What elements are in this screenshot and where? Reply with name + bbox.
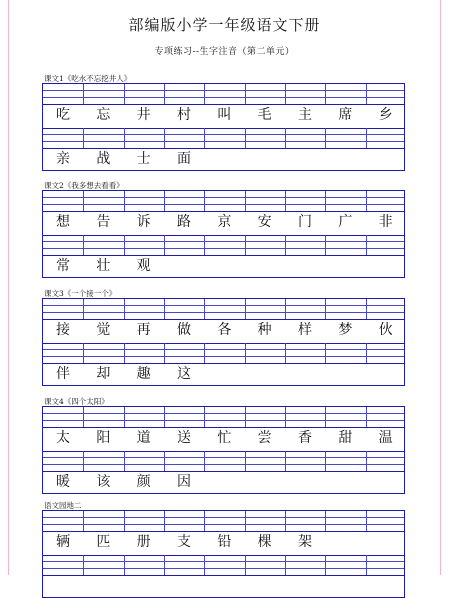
vocab-character: 样	[298, 322, 312, 338]
grid-column-line	[245, 555, 246, 575]
grid-column-line	[325, 407, 326, 427]
vocab-character: 铅	[217, 534, 232, 550]
vocab-character: 毛	[257, 107, 272, 123]
vocab-character: 趣	[136, 366, 151, 382]
grid-column-line	[366, 84, 367, 104]
vocab-character: 席	[338, 107, 353, 123]
grid-column-line	[366, 299, 367, 319]
vocab-character: 门	[298, 214, 312, 230]
grid-line	[43, 97, 404, 98]
grid-column-line	[164, 343, 165, 363]
vocab-character: 架	[298, 534, 312, 550]
grid-line	[43, 134, 404, 135]
vocab-character: 册	[136, 534, 151, 550]
vocab-character: 安	[257, 214, 272, 230]
grid-column-line	[325, 451, 326, 471]
grid-column-line	[83, 84, 84, 104]
grid-column-line	[285, 511, 286, 531]
vocab-character: 接	[56, 322, 70, 338]
vocab-character: 颜	[136, 474, 151, 490]
grid-column-line	[164, 451, 165, 471]
lesson-label: 语文园地二	[44, 501, 82, 510]
grid-column-line	[366, 555, 367, 575]
character-row	[43, 428, 404, 449]
lesson-label: 课文1《吃水不忘挖井人》	[44, 74, 132, 83]
page-subtitle: 专项练习--生字注音（第二单元）	[154, 47, 295, 57]
character-row	[43, 472, 404, 493]
character-row	[43, 105, 404, 126]
vocab-character: 支	[177, 534, 191, 550]
vocab-character: 再	[136, 322, 151, 338]
grid-column-line	[83, 451, 84, 471]
grid-column-line	[124, 451, 125, 471]
grid-line	[43, 343, 404, 344]
grid-line	[43, 141, 404, 142]
grid-line	[43, 312, 404, 313]
grid-column-line	[245, 191, 246, 211]
vocab-character: 伙	[378, 322, 393, 338]
grid-column-line	[285, 343, 286, 363]
grid-column-line	[83, 128, 84, 148]
writing-grid	[42, 510, 405, 598]
character-row	[43, 212, 404, 233]
vocab-character: 主	[298, 107, 312, 123]
grid-column-line	[245, 343, 246, 363]
vocab-character: 忙	[217, 430, 232, 446]
grid-column-line	[83, 511, 84, 531]
right-margin-line	[440, 0, 441, 575]
grid-line	[43, 128, 404, 129]
grid-line	[43, 420, 404, 421]
grid-column-line	[366, 235, 367, 255]
grid-column-line	[366, 128, 367, 148]
vocab-character: 诉	[136, 214, 151, 230]
character-row	[43, 532, 404, 553]
grid-column-line	[325, 511, 326, 531]
grid-column-line	[366, 511, 367, 531]
grid-column-line	[204, 511, 205, 531]
grid-column-line	[366, 407, 367, 427]
grid-line	[43, 241, 404, 242]
vocab-character: 道	[136, 430, 151, 446]
grid-column-line	[325, 191, 326, 211]
grid-column-line	[204, 235, 205, 255]
vocab-character: 叫	[217, 107, 232, 123]
vocab-character: 匹	[96, 534, 111, 550]
writing-grid	[42, 83, 405, 171]
grid-column-line	[245, 84, 246, 104]
grid-column-line	[164, 407, 165, 427]
grid-column-line	[204, 451, 205, 471]
grid-line	[43, 413, 404, 414]
writing-grid	[42, 406, 405, 494]
grid-column-line	[245, 407, 246, 427]
grid-column-line	[164, 235, 165, 255]
vocab-character: 梦	[338, 322, 353, 338]
grid-column-line	[325, 343, 326, 363]
grid-column-line	[124, 191, 125, 211]
vocab-character: 香	[298, 430, 312, 446]
character-row	[43, 364, 404, 385]
grid-line	[43, 197, 404, 198]
grid-column-line	[124, 235, 125, 255]
grid-column-line	[285, 451, 286, 471]
vocab-character: 却	[96, 366, 111, 382]
vocab-character: 阳	[96, 430, 111, 446]
vocab-character: 各	[217, 322, 232, 338]
grid-column-line	[164, 84, 165, 104]
grid-column-line	[204, 299, 205, 319]
grid-column-line	[325, 128, 326, 148]
vocab-character: 甜	[338, 430, 353, 446]
grid-line	[43, 204, 404, 205]
grid-column-line	[245, 299, 246, 319]
vocab-character: 常	[56, 258, 70, 274]
vocab-character: 伴	[56, 366, 70, 382]
grid-column-line	[124, 84, 125, 104]
grid-column-line	[164, 555, 165, 575]
grid-line	[43, 235, 404, 236]
vocab-character: 士	[136, 151, 151, 167]
grid-column-line	[366, 343, 367, 363]
vocab-character: 种	[257, 322, 272, 338]
vocab-character: 尝	[257, 430, 272, 446]
vocab-character: 忘	[96, 107, 111, 123]
vocab-character: 太	[56, 430, 70, 446]
grid-line	[43, 349, 404, 350]
vocab-character: 温	[378, 430, 393, 446]
grid-column-line	[325, 555, 326, 575]
grid-line	[43, 451, 404, 452]
vocab-character: 吃	[56, 107, 70, 123]
grid-column-line	[204, 191, 205, 211]
grid-column-line	[164, 191, 165, 211]
grid-column-line	[83, 343, 84, 363]
grid-column-line	[366, 451, 367, 471]
grid-column-line	[83, 555, 84, 575]
grid-column-line	[245, 235, 246, 255]
grid-column-line	[285, 299, 286, 319]
grid-column-line	[245, 451, 246, 471]
vocab-character: 井	[136, 107, 151, 123]
grid-column-line	[285, 128, 286, 148]
character-row	[43, 320, 404, 341]
grid-column-line	[124, 299, 125, 319]
grid-column-line	[124, 128, 125, 148]
grid-column-line	[204, 407, 205, 427]
vocab-character: 观	[136, 258, 151, 274]
grid-line	[43, 90, 404, 91]
vocab-character: 棵	[257, 534, 272, 550]
grid-column-line	[366, 191, 367, 211]
vocab-character: 面	[177, 151, 191, 167]
lesson-label: 课文2《我多想去看看》	[44, 181, 124, 190]
writing-grid	[42, 190, 405, 278]
grid-column-line	[285, 84, 286, 104]
left-margin-line	[8, 0, 9, 575]
grid-column-line	[285, 407, 286, 427]
grid-column-line	[83, 407, 84, 427]
grid-line	[43, 568, 404, 569]
vocab-character: 觉	[96, 322, 111, 338]
vocab-character: 做	[177, 322, 191, 338]
grid-line	[43, 356, 404, 357]
grid-line	[43, 561, 404, 562]
grid-column-line	[325, 235, 326, 255]
page-title: 部编版小学一年级语文下册	[128, 16, 321, 34]
vocab-character: 广	[338, 214, 353, 230]
grid-column-line	[245, 511, 246, 531]
character-row	[43, 256, 404, 277]
grid-column-line	[325, 84, 326, 104]
vocab-character: 乡	[378, 107, 393, 123]
vocab-character: 壮	[96, 258, 111, 274]
grid-column-line	[83, 299, 84, 319]
grid-column-line	[204, 555, 205, 575]
vocab-character: 路	[177, 214, 191, 230]
grid-column-line	[204, 128, 205, 148]
vocab-character: 京	[217, 214, 232, 230]
grid-line	[43, 248, 404, 249]
vocab-character: 暖	[56, 474, 70, 490]
vocab-character: 该	[96, 474, 111, 490]
grid-line	[43, 457, 404, 458]
lesson-label: 课文4《四个太阳》	[44, 397, 109, 406]
grid-column-line	[245, 128, 246, 148]
vocab-character: 想	[56, 214, 70, 230]
grid-column-line	[204, 343, 205, 363]
grid-column-line	[285, 191, 286, 211]
grid-column-line	[285, 555, 286, 575]
grid-column-line	[285, 235, 286, 255]
grid-column-line	[204, 84, 205, 104]
grid-line	[43, 555, 404, 556]
vocab-character: 非	[378, 214, 393, 230]
grid-column-line	[83, 191, 84, 211]
grid-column-line	[164, 299, 165, 319]
grid-line	[43, 464, 404, 465]
grid-column-line	[124, 555, 125, 575]
grid-line	[43, 524, 404, 525]
grid-column-line	[124, 343, 125, 363]
lesson-label: 课文3《一个接一个》	[44, 289, 117, 298]
vocab-character: 村	[177, 107, 191, 123]
vocab-character: 送	[177, 430, 191, 446]
grid-line	[43, 305, 404, 306]
grid-column-line	[325, 299, 326, 319]
vocab-character: 亲	[56, 151, 70, 167]
grid-column-line	[124, 511, 125, 531]
character-row	[43, 149, 404, 170]
vocab-character: 战	[96, 151, 111, 167]
vocab-character: 告	[96, 214, 111, 230]
grid-line	[43, 517, 404, 518]
character-row	[43, 576, 404, 597]
grid-column-line	[83, 235, 84, 255]
grid-column-line	[164, 511, 165, 531]
grid-column-line	[164, 128, 165, 148]
writing-grid	[42, 298, 405, 386]
vocab-character: 这	[177, 366, 191, 382]
vocab-character: 辆	[56, 534, 70, 550]
grid-column-line	[124, 407, 125, 427]
vocab-character: 因	[177, 474, 191, 490]
